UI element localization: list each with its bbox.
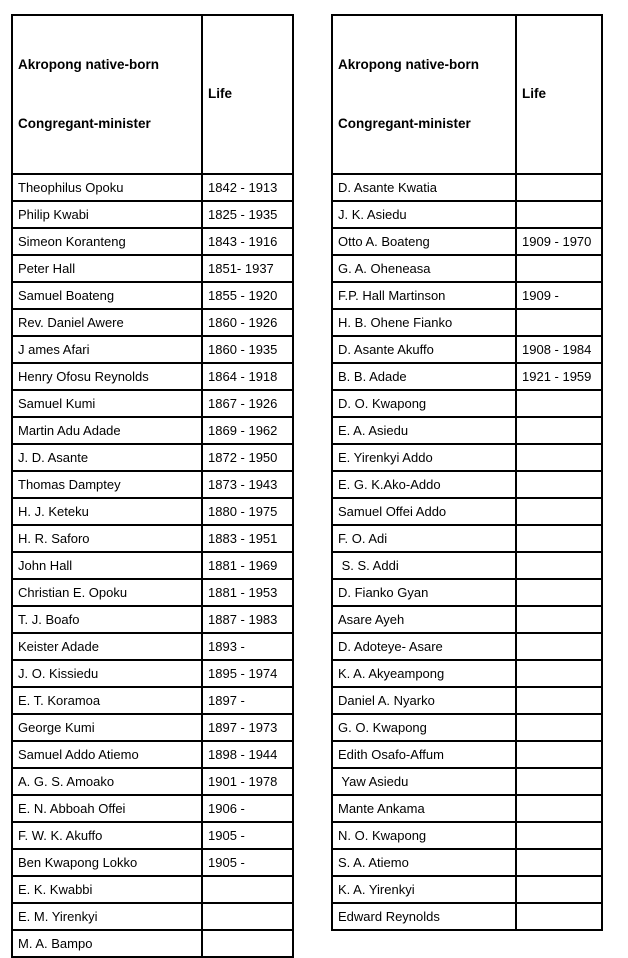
minister-name-cell: J. K. Asiedu	[332, 201, 516, 228]
table-row	[12, 795, 293, 822]
table-row	[12, 390, 293, 417]
minister-name-cell: E. K. Kwabbi	[12, 876, 202, 903]
minister-name-cell: Philip Kwabi	[12, 201, 202, 228]
minister-name-cell: Keister Adade	[12, 633, 202, 660]
life-span-cell: 1909 -	[516, 282, 602, 309]
minister-name-cell: Edward Reynolds	[332, 903, 516, 930]
minister-name-cell: George Kumi	[12, 714, 202, 741]
minister-name-cell: Ben Kwapong Lokko	[12, 849, 202, 876]
table-row	[332, 309, 602, 336]
table-row	[12, 228, 293, 255]
life-span-cell: 1843 - 1916	[202, 228, 293, 255]
life-span-cell: 1860 - 1926	[202, 309, 293, 336]
table-row	[332, 633, 602, 660]
life-span-cell: 1855 - 1920	[202, 282, 293, 309]
life-span-cell	[516, 417, 602, 444]
minister-name-cell: G. O. Kwapong	[332, 714, 516, 741]
life-span-cell	[516, 444, 602, 471]
table-row	[12, 741, 293, 768]
life-span-cell: 1873 - 1943	[202, 471, 293, 498]
minister-name-cell: E. M. Yirenkyi	[12, 903, 202, 930]
header-row	[12, 15, 293, 174]
table-row	[12, 903, 293, 930]
table-row	[12, 849, 293, 876]
life-span-cell	[516, 849, 602, 876]
minister-name-cell: Samuel Kumi	[12, 390, 202, 417]
minister-name-cell: Peter Hall	[12, 255, 202, 282]
life-span-cell	[516, 309, 602, 336]
life-span-cell	[516, 498, 602, 525]
life-span-cell	[516, 795, 602, 822]
life-span-cell: 1905 -	[202, 822, 293, 849]
minister-name-cell: J. D. Asante	[12, 444, 202, 471]
table-row	[332, 876, 602, 903]
table-row	[332, 552, 602, 579]
minister-name-cell: Theophilus Opoku	[12, 174, 202, 201]
minister-name-cell: K. A. Yirenkyi	[332, 876, 516, 903]
ministers-table-right	[331, 14, 603, 931]
minister-name-cell: H. J. Keteku	[12, 498, 202, 525]
minister-name-cell: Christian E. Opoku	[12, 579, 202, 606]
minister-name-cell: G. A. Oheneasa	[332, 255, 516, 282]
life-span-cell: 1901 - 1978	[202, 768, 293, 795]
minister-name-cell: D. Asante Kwatia	[332, 174, 516, 201]
table-body-left	[12, 174, 293, 957]
table-row	[332, 714, 602, 741]
life-span-cell: 1881 - 1969	[202, 552, 293, 579]
minister-name-cell: Edith Osafo-Affum	[332, 741, 516, 768]
life-span-cell	[516, 903, 602, 930]
life-span-cell	[516, 255, 602, 282]
minister-name-cell: E. A. Asiedu	[332, 417, 516, 444]
minister-name-cell: Henry Ofosu Reynolds	[12, 363, 202, 390]
life-span-cell: 1887 - 1983	[202, 606, 293, 633]
minister-name-cell: D. Fianko Gyan	[332, 579, 516, 606]
minister-name-cell: Yaw Asiedu	[332, 768, 516, 795]
table-row	[12, 336, 293, 363]
life-span-cell: 1864 - 1918	[202, 363, 293, 390]
life-span-cell: 1883 - 1951	[202, 525, 293, 552]
life-span-cell	[202, 930, 293, 957]
table-row	[12, 822, 293, 849]
table-row	[332, 174, 602, 201]
column-header-name	[332, 15, 516, 174]
life-span-cell	[516, 525, 602, 552]
table-row	[332, 822, 602, 849]
life-span-cell: 1897 - 1973	[202, 714, 293, 741]
table-row	[12, 714, 293, 741]
life-span-cell	[516, 741, 602, 768]
table-row	[12, 498, 293, 525]
minister-name-cell: F. W. K. Akuffo	[12, 822, 202, 849]
column-header-life: Life	[202, 15, 293, 174]
table-row	[332, 795, 602, 822]
life-span-cell: 1898 - 1944	[202, 741, 293, 768]
life-span-cell: 1893 -	[202, 633, 293, 660]
minister-name-cell: E. G. K.Ako-Addo	[332, 471, 516, 498]
column-header-name	[12, 15, 202, 174]
life-span-cell	[516, 876, 602, 903]
life-span-cell	[516, 606, 602, 633]
table-row	[12, 876, 293, 903]
header-name-line2: Congregant-minister	[18, 115, 151, 131]
minister-name-cell: Asare Ayeh	[332, 606, 516, 633]
minister-name-cell: D. Asante Akuffo	[332, 336, 516, 363]
minister-name-cell: D. O. Kwapong	[332, 390, 516, 417]
life-span-cell: 1906 -	[202, 795, 293, 822]
life-span-cell: 1825 - 1935	[202, 201, 293, 228]
table-row	[332, 363, 602, 390]
life-span-cell: 1869 - 1962	[202, 417, 293, 444]
life-span-cell: 1842 - 1913	[202, 174, 293, 201]
life-span-cell: 1908 - 1984	[516, 336, 602, 363]
table-row	[332, 255, 602, 282]
minister-name-cell: D. Adoteye- Asare	[332, 633, 516, 660]
minister-name-cell: Otto A. Boateng	[332, 228, 516, 255]
table-row	[332, 471, 602, 498]
life-span-cell: 1872 - 1950	[202, 444, 293, 471]
minister-name-cell: Martin Adu Adade	[12, 417, 202, 444]
life-span-cell: 1860 - 1935	[202, 336, 293, 363]
table-row	[12, 525, 293, 552]
minister-name-cell: E. Yirenkyi Addo	[332, 444, 516, 471]
life-span-cell: 1897 -	[202, 687, 293, 714]
minister-name-cell: N. O. Kwapong	[332, 822, 516, 849]
table-row	[332, 768, 602, 795]
table-row	[12, 633, 293, 660]
life-span-cell	[516, 471, 602, 498]
minister-name-cell: S. S. Addi	[332, 552, 516, 579]
table-row	[332, 417, 602, 444]
table-row	[332, 741, 602, 768]
minister-name-cell: Samuel Boateng	[12, 282, 202, 309]
table-row	[12, 552, 293, 579]
table-row	[12, 363, 293, 390]
minister-name-cell: E. T. Koramoa	[12, 687, 202, 714]
table-row	[332, 498, 602, 525]
minister-name-cell: K. A. Akyeampong	[332, 660, 516, 687]
table-row	[12, 201, 293, 228]
life-span-cell	[202, 876, 293, 903]
table-row	[332, 282, 602, 309]
table-row	[12, 255, 293, 282]
minister-name-cell: F. O. Adi	[332, 525, 516, 552]
life-span-cell: 1867 - 1926	[202, 390, 293, 417]
column-header-life: Life	[516, 15, 602, 174]
table-row	[332, 687, 602, 714]
minister-name-cell: Thomas Damptey	[12, 471, 202, 498]
table-row	[332, 444, 602, 471]
table-row	[332, 606, 602, 633]
life-span-cell: 1905 -	[202, 849, 293, 876]
life-span-cell	[516, 660, 602, 687]
minister-name-cell: John Hall	[12, 552, 202, 579]
table-row	[332, 336, 602, 363]
table-row	[12, 579, 293, 606]
table-row	[332, 525, 602, 552]
table-row	[332, 390, 602, 417]
life-span-cell	[516, 633, 602, 660]
table-row	[12, 309, 293, 336]
table-row	[332, 903, 602, 930]
table-row	[12, 444, 293, 471]
minister-name-cell: Samuel Offei Addo	[332, 498, 516, 525]
life-span-cell	[516, 768, 602, 795]
minister-name-cell: A. G. S. Amoako	[12, 768, 202, 795]
life-span-cell: 1909 - 1970	[516, 228, 602, 255]
table-row	[332, 579, 602, 606]
table-row	[332, 228, 602, 255]
minister-name-cell: H. B. Ohene Fianko	[332, 309, 516, 336]
header-name-line2: Congregant-minister	[338, 115, 471, 131]
life-span-cell	[202, 903, 293, 930]
minister-name-cell: S. A. Atiemo	[332, 849, 516, 876]
minister-name-cell: J. O. Kissiedu	[12, 660, 202, 687]
minister-name-cell: J ames Afari	[12, 336, 202, 363]
life-span-cell	[516, 201, 602, 228]
table-row	[12, 660, 293, 687]
ministers-table-left	[11, 14, 294, 958]
table-row	[332, 201, 602, 228]
life-span-cell: 1921 - 1959	[516, 363, 602, 390]
minister-name-cell: T. J. Boafo	[12, 606, 202, 633]
life-span-cell	[516, 579, 602, 606]
life-span-cell	[516, 552, 602, 579]
life-span-cell	[516, 390, 602, 417]
minister-name-cell: Mante Ankama	[332, 795, 516, 822]
table-row	[12, 471, 293, 498]
table-row	[12, 606, 293, 633]
minister-name-cell: B. B. Adade	[332, 363, 516, 390]
table-row	[12, 174, 293, 201]
life-span-cell	[516, 822, 602, 849]
life-span-cell	[516, 174, 602, 201]
minister-name-cell: M. A. Bampo	[12, 930, 202, 957]
table-row	[12, 687, 293, 714]
header-name-line1: Akropong native-born	[338, 57, 479, 73]
table-body-right	[332, 174, 602, 930]
table-row	[12, 768, 293, 795]
life-span-cell	[516, 714, 602, 741]
life-span-cell: 1895 - 1974	[202, 660, 293, 687]
table-row	[332, 660, 602, 687]
minister-name-cell: E. N. Abboah Offei	[12, 795, 202, 822]
header-row	[332, 15, 602, 174]
life-span-cell	[516, 687, 602, 714]
life-span-cell: 1880 - 1975	[202, 498, 293, 525]
minister-name-cell: Daniel A. Nyarko	[332, 687, 516, 714]
table-row	[332, 849, 602, 876]
header-name-line1: Akropong native-born	[18, 57, 159, 73]
life-span-cell: 1881 - 1953	[202, 579, 293, 606]
table-row	[12, 930, 293, 957]
minister-name-cell: F.P. Hall Martinson	[332, 282, 516, 309]
table-row	[12, 282, 293, 309]
table-row	[12, 417, 293, 444]
minister-name-cell: Simeon Koranteng	[12, 228, 202, 255]
minister-name-cell: H. R. Saforo	[12, 525, 202, 552]
minister-name-cell: Samuel Addo Atiemo	[12, 741, 202, 768]
minister-name-cell: Rev. Daniel Awere	[12, 309, 202, 336]
life-span-cell: 1851- 1937	[202, 255, 293, 282]
